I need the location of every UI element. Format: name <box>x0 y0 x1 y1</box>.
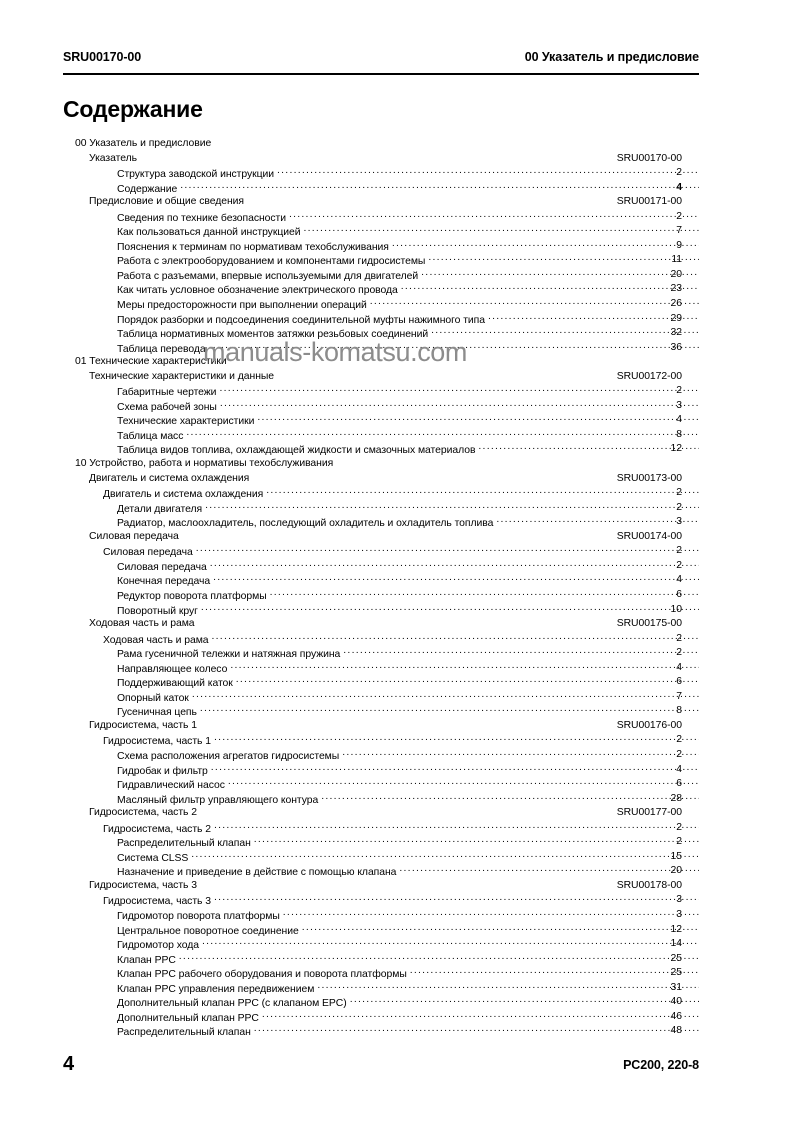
toc-entry-label: Гидросистема, часть 1 <box>89 719 197 731</box>
dot-leader <box>179 952 699 963</box>
dot-leader <box>270 588 699 599</box>
dot-leader <box>230 661 699 672</box>
toc-row-body <box>89 879 199 894</box>
toc-row[interactable] <box>0 268 794 283</box>
toc-entry-page-number: 12 <box>670 443 682 455</box>
dot-leader <box>254 835 699 846</box>
toc-row[interactable] <box>0 675 794 690</box>
toc-row[interactable] <box>0 748 794 763</box>
dot-leader <box>186 428 699 439</box>
toc-entry-page-number: 9 <box>676 239 682 251</box>
dot-leader <box>196 544 699 555</box>
toc-entry-label: 01 Технические характеристики <box>75 356 227 368</box>
toc-entry-label: Центральное поворотное соединение <box>117 925 299 937</box>
toc-entry-page-number: 2 <box>676 647 682 659</box>
toc-entry-page-number: 23 <box>670 283 682 295</box>
toc-entry-label: Таблица перевода <box>117 343 206 355</box>
toc-entry-label: Указатель <box>89 152 137 164</box>
toc-entry-page-number: 3 <box>676 894 682 906</box>
toc-entry-label: Масляный фильтр управляющего контура <box>117 794 319 806</box>
toc-row[interactable] <box>0 850 794 865</box>
toc-row[interactable] <box>0 399 794 414</box>
toc-row[interactable] <box>0 486 794 501</box>
toc-entry-label: Опорный каток <box>117 692 189 704</box>
toc-entry-page-number: 2 <box>676 385 682 397</box>
toc-entry-page-number: 2 <box>676 501 682 513</box>
toc-row[interactable] <box>0 501 794 516</box>
toc-entry-page-number: 4 <box>676 661 682 673</box>
toc-row[interactable] <box>0 210 794 225</box>
dot-leader <box>205 501 699 512</box>
toc-entry-code: SRU00174-00 <box>616 530 682 542</box>
toc-entry-label: Ходовая часть и рама <box>103 634 209 646</box>
toc-entry-page-number: 7 <box>676 225 682 237</box>
toc-row[interactable] <box>0 632 794 647</box>
dot-leader <box>262 1010 699 1021</box>
toc-row-body <box>117 1024 699 1041</box>
toc-entry-page-number: 2 <box>676 545 682 557</box>
toc-row[interactable] <box>0 1010 794 1025</box>
toc-row[interactable] <box>0 428 794 443</box>
toc-row[interactable] <box>0 253 794 268</box>
toc-entry-label: Редуктор поворота платформы <box>117 590 267 602</box>
toc-entry-label: Двигатель и система охлаждения <box>89 472 250 484</box>
toc-entry-label: Распределительный клапан <box>117 1027 251 1039</box>
toc-entry-code: SRU00178-00 <box>616 879 682 891</box>
header-rule <box>63 73 699 75</box>
toc-entry-page-number: 4 <box>676 763 682 775</box>
toc-row-body <box>75 137 213 152</box>
toc-entry-page-number: 29 <box>670 312 682 324</box>
toc-entry-label: Работа с разъемами, впервые используемыми для двигателей <box>117 270 419 282</box>
toc-entry-page-number: 2 <box>676 836 682 848</box>
toc-entry-label: Гидробак и фильтр <box>117 765 208 777</box>
toc-row-body <box>89 530 181 545</box>
toc-row[interactable] <box>0 1024 794 1039</box>
header-document-code: SRU00170-00 <box>63 50 142 64</box>
dot-leader <box>180 181 699 192</box>
toc-entry-page-number: 32 <box>670 327 682 339</box>
toc-entry-code: SRU00177-00 <box>616 807 682 819</box>
toc-entry-label: Силовая передача <box>89 530 179 542</box>
toc-entry-label: Таблица масс <box>117 430 184 442</box>
toc-entry-label: Содержание <box>117 183 178 195</box>
toc-entry-label: Как читать условное обозначение электрического провода <box>117 285 398 297</box>
toc-entry-page-number: 48 <box>670 1025 682 1037</box>
toc-entry-label: Ходовая часть и рама <box>89 618 195 630</box>
toc-entry-label: Клапан PPC управления передвижением <box>117 983 315 995</box>
toc-row[interactable] <box>0 355 794 370</box>
dot-leader <box>219 384 699 395</box>
toc-row-body <box>89 195 246 210</box>
toc-entry-label: Гидравлический насос <box>117 780 225 792</box>
toc-entry-page-number: 26 <box>670 298 682 310</box>
toc-entry-label: Схема рабочей зоны <box>117 401 217 413</box>
toc-row-body <box>89 617 197 632</box>
toc-row[interactable] <box>0 690 794 705</box>
watermark: manuals-komatsu.com <box>203 337 467 367</box>
toc-entry-label: Таблица видов топлива, охлаждающей жидкости и смазочных материалов <box>117 445 476 457</box>
toc-entry-label: Гидросистема, часть 3 <box>89 879 197 891</box>
toc-row[interactable] <box>0 704 794 719</box>
dot-leader <box>266 486 699 497</box>
toc-entry-label: Клапан PPC <box>117 954 176 966</box>
toc-entry-label: Поддерживающий каток <box>117 678 233 690</box>
dot-leader <box>214 733 699 744</box>
toc-row[interactable] <box>0 472 794 487</box>
toc-entry-page-number: 2 <box>676 734 682 746</box>
toc-entry-page-number: 2 <box>676 748 682 760</box>
toc-entry-page-number: 4 <box>676 574 682 586</box>
toc-row[interactable] <box>0 312 794 327</box>
toc-row[interactable] <box>0 821 794 836</box>
toc-entry-page-number: 2 <box>676 210 682 222</box>
toc-entry-label: Распределительный клапан <box>117 838 251 850</box>
toc-row[interactable] <box>0 384 794 399</box>
dot-leader <box>254 1024 699 1035</box>
toc-entry-label: 10 Устройство, работа и нормативы техобслуживания <box>75 458 334 470</box>
toc-entry-page-number: 15 <box>670 850 682 862</box>
toc-row[interactable] <box>0 981 794 996</box>
toc-entry-label: Силовая передача <box>103 547 193 559</box>
toc-entry-label: Пояснения к терминам по нормативам техобслуживания <box>117 241 389 253</box>
toc-row[interactable] <box>0 923 794 938</box>
dot-leader <box>209 341 699 352</box>
toc-row[interactable] <box>0 224 794 239</box>
footer-page-number: 4 <box>63 1053 75 1075</box>
toc-entry-page-number: 6 <box>676 588 682 600</box>
toc-row[interactable] <box>0 341 794 356</box>
toc-row[interactable] <box>0 413 794 428</box>
toc-entry-page-number: 2 <box>676 821 682 833</box>
toc-entry-label: Силовая передача <box>117 561 207 573</box>
toc-row[interactable] <box>0 370 794 385</box>
toc-entry-label: Дополнительный клапан PPC (с клапаном EPC) <box>117 998 347 1010</box>
toc-row-body <box>89 806 199 821</box>
toc-entry-page-number: 4 <box>676 181 682 193</box>
toc-entry-label: Порядок разборки и подсоединения соединительной муфты нажимного типа <box>117 314 485 326</box>
header-section-title: 00 Указатель и предисловие <box>524 50 699 64</box>
toc-entry-label: Работа с электрооборудованием и компонентами гидросистемы <box>117 256 426 268</box>
toc-entry-page-number: 25 <box>670 967 682 979</box>
toc-entry-page-number: 46 <box>670 1010 682 1022</box>
dot-leader <box>214 893 699 904</box>
toc-entry-page-number: 11 <box>671 254 682 266</box>
toc-row[interactable] <box>0 239 794 254</box>
toc-row[interactable] <box>0 588 794 603</box>
toc-entry-label: Гидромотор хода <box>117 940 199 952</box>
toc-row-body <box>89 719 199 734</box>
toc-row[interactable] <box>0 893 794 908</box>
toc-entry-label: Технические характеристики <box>117 416 255 428</box>
toc-entry-label: Назначение и приведение в действие с помощью клапана <box>117 867 397 879</box>
toc-row[interactable] <box>0 559 794 574</box>
dot-leader <box>257 413 699 424</box>
toc-entry-label: Схема расположения агрегатов гидросистемы <box>117 750 340 762</box>
toc-entry-page-number: 8 <box>676 705 682 717</box>
toc-row[interactable] <box>0 908 794 923</box>
toc-row[interactable] <box>0 864 794 879</box>
toc-row-body <box>89 472 251 487</box>
toc-row[interactable] <box>0 733 794 748</box>
toc-entry-page-number: 25 <box>670 952 682 964</box>
toc-row[interactable] <box>0 530 794 545</box>
toc-entry-label: Как пользоваться данной инструкцией <box>117 227 301 239</box>
toc-row-body <box>89 152 139 167</box>
toc-entry-page-number: 10 <box>670 603 682 615</box>
toc-entry-code: SRU00173-00 <box>616 472 682 484</box>
toc-row[interactable] <box>0 806 794 821</box>
toc-row[interactable] <box>0 195 794 210</box>
footer-model: PC200, 220-8 <box>623 1058 699 1072</box>
toc-row[interactable] <box>0 777 794 792</box>
toc-entry-page-number: 3 <box>676 908 682 920</box>
toc-entry-page-number: 20 <box>670 268 682 280</box>
table-of-contents <box>0 137 794 1039</box>
dot-leader <box>210 559 699 570</box>
toc-row[interactable] <box>0 326 794 341</box>
toc-row[interactable] <box>0 661 794 676</box>
dot-leader <box>191 850 699 861</box>
toc-entry-label: Структура заводской инструкции <box>117 169 275 181</box>
toc-entry-label: Гидросистема, часть 3 <box>103 896 211 908</box>
toc-row[interactable] <box>0 646 794 661</box>
toc-entry-label: Сведения по технике безопасности <box>117 212 286 224</box>
toc-row[interactable] <box>0 719 794 734</box>
toc-entry-label: 00 Указатель и предисловие <box>75 138 212 149</box>
toc-entry-label: Гидромотор поворота платформы <box>117 910 280 922</box>
toc-entry-label: Рама гусеничной тележки и натяжная пружина <box>117 649 341 661</box>
toc-row[interactable] <box>0 282 794 297</box>
toc-entry-label: Поворотный круг <box>117 605 198 617</box>
toc-row[interactable] <box>0 137 794 152</box>
toc-entry-page-number: 6 <box>676 778 682 790</box>
toc-row[interactable] <box>0 966 794 981</box>
toc-entry-label: Двигатель и система охлаждения <box>103 489 264 501</box>
toc-row[interactable] <box>0 573 794 588</box>
toc-entry-page-number: 28 <box>670 792 682 804</box>
dot-leader <box>202 937 699 948</box>
toc-row-body <box>75 355 229 370</box>
toc-entry-label: Гидросистема, часть 2 <box>89 807 197 819</box>
toc-entry-label: Конечная передача <box>117 576 211 588</box>
page-title: Содержание <box>63 96 203 122</box>
toc-row[interactable] <box>0 763 794 778</box>
toc-row[interactable] <box>0 544 794 559</box>
dot-leader <box>228 777 699 788</box>
toc-entry-label: Таблица нормативных моментов затяжки резьбовых соединений <box>117 329 429 341</box>
toc-entry-page-number: 40 <box>670 996 682 1008</box>
toc-entry-label: Гидросистема, часть 2 <box>103 823 211 835</box>
running-header <box>63 50 699 64</box>
toc-row[interactable] <box>0 515 794 530</box>
toc-entry-page-number: 8 <box>676 428 682 440</box>
toc-entry-code: SRU00175-00 <box>616 618 682 630</box>
toc-entry-code: SRU00176-00 <box>616 719 682 731</box>
toc-row-body <box>89 370 276 385</box>
toc-entry-label: Технические характеристики и данные <box>89 370 275 382</box>
toc-row[interactable] <box>0 297 794 312</box>
toc-entry-page-number: 2 <box>676 167 682 179</box>
toc-entry-page-number: 3 <box>676 516 682 528</box>
toc-row[interactable] <box>0 835 794 850</box>
dot-leader <box>201 603 699 614</box>
toc-entry-label: Габаритные чертежи <box>117 387 217 399</box>
toc-row-body <box>75 457 335 472</box>
toc-entry-page-number: 2 <box>676 632 682 644</box>
toc-row[interactable] <box>0 879 794 894</box>
toc-entry-code: SRU00170-00 <box>616 152 682 164</box>
toc-entry-page-number: 4 <box>676 414 682 426</box>
toc-entry-label: Гидросистема, часть 1 <box>103 736 211 748</box>
dot-leader <box>212 632 699 643</box>
toc-entry-page-number: 36 <box>670 341 682 353</box>
toc-row[interactable] <box>0 181 794 196</box>
dot-leader <box>213 573 699 584</box>
toc-entry-page-number: 6 <box>676 676 682 688</box>
toc-entry-label: Направляющее колесо <box>117 663 228 675</box>
toc-row[interactable] <box>0 603 794 618</box>
toc-entry-label: Система CLSS <box>117 852 189 864</box>
dot-leader <box>211 763 699 774</box>
toc-entry-label: Радиатор, маслоохладитель, последующий охладитель и охладитель топлива <box>117 518 494 530</box>
toc-row[interactable] <box>0 152 794 167</box>
dot-leader <box>277 166 699 177</box>
dot-leader <box>236 675 699 686</box>
toc-row[interactable] <box>0 442 794 457</box>
toc-entry-page-number: 2 <box>676 559 682 571</box>
toc-entry-label: Гусеничная цепь <box>117 707 197 719</box>
toc-entry-page-number: 7 <box>676 690 682 702</box>
toc-row[interactable] <box>0 166 794 181</box>
toc-row[interactable] <box>0 457 794 472</box>
toc-row[interactable] <box>0 952 794 967</box>
dot-leader <box>192 690 699 701</box>
toc-entry-code: SRU00171-00 <box>616 196 682 208</box>
toc-entry-label: Предисловие и общие сведения <box>89 196 245 208</box>
toc-row[interactable] <box>0 792 794 807</box>
toc-entry-label: Меры предосторожности при выполнении операций <box>117 300 367 312</box>
toc-entry-label: Детали двигателя <box>117 503 203 515</box>
toc-entry-code: SRU00172-00 <box>616 370 682 382</box>
toc-entry-page-number: 14 <box>670 938 682 950</box>
toc-row[interactable] <box>0 937 794 952</box>
toc-entry-page-number: 3 <box>676 399 682 411</box>
dot-leader <box>200 704 699 715</box>
toc-row[interactable] <box>0 995 794 1010</box>
toc-entry-page-number: 31 <box>670 981 682 993</box>
toc-entry-label: Дополнительный клапан PPC <box>117 1012 259 1024</box>
toc-entry-page-number: 2 <box>676 487 682 499</box>
dot-leader <box>214 821 699 832</box>
toc-row[interactable] <box>0 617 794 632</box>
toc-entry-label: Клапан PPC рабочего оборудования и поворота платформы <box>117 969 407 981</box>
dot-leader <box>283 908 699 919</box>
toc-entry-page-number: 12 <box>670 923 682 935</box>
dot-leader <box>220 399 699 410</box>
toc-entry-page-number: 20 <box>670 865 682 877</box>
